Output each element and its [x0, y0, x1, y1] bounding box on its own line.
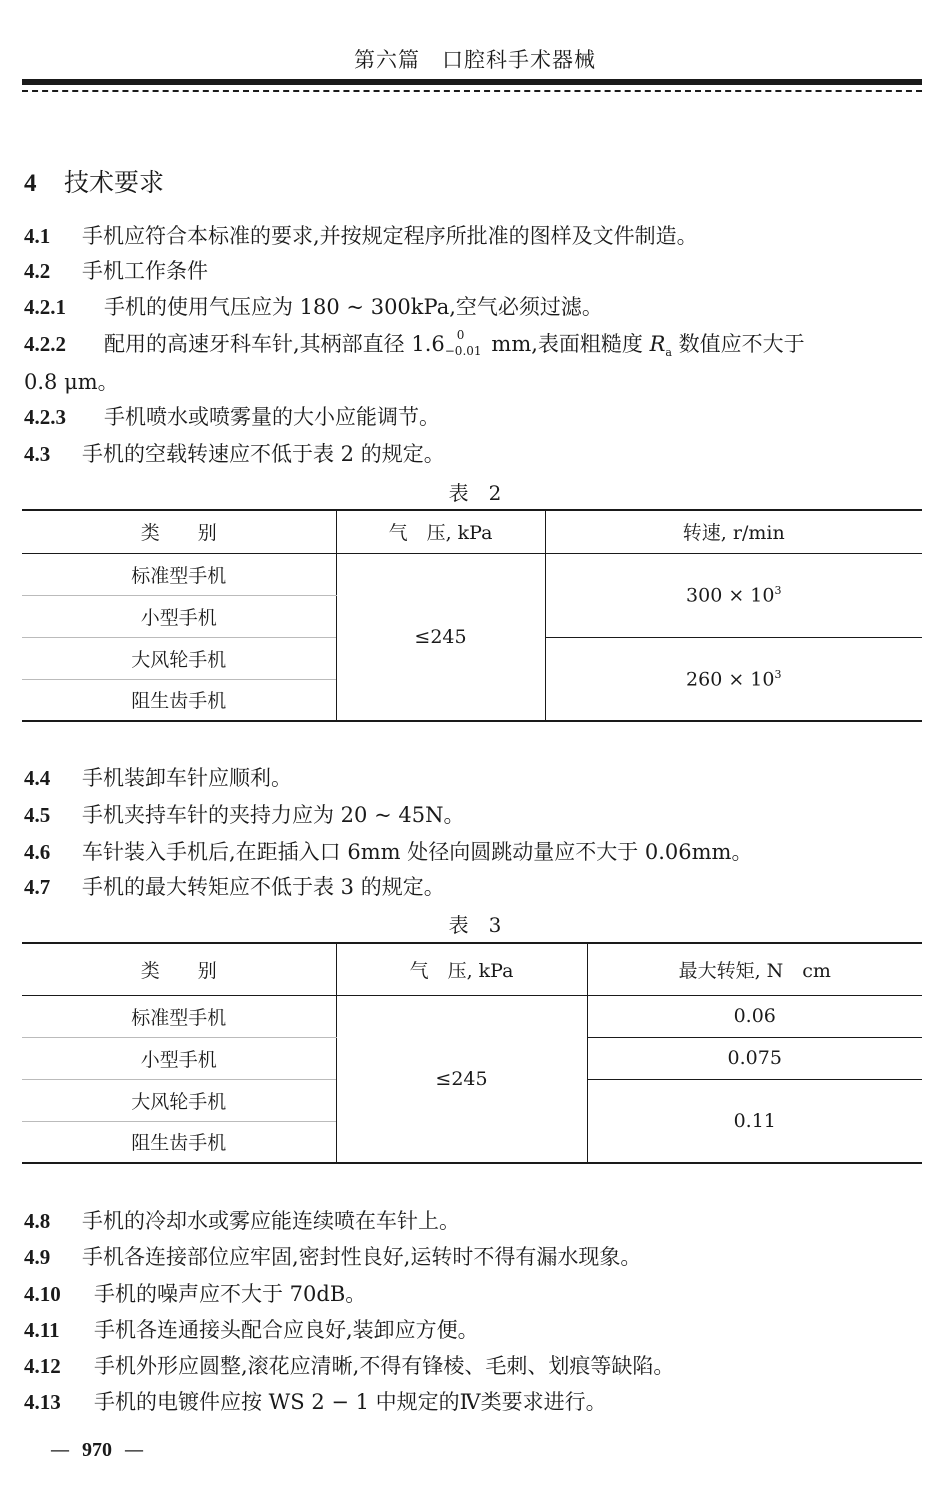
clause-text: 手机各连接部位应牢固,密封性良好,运转时不得有漏水现象。	[82, 1245, 642, 1269]
tolerance-upper: 0	[456, 328, 465, 342]
clause-number: 4.5	[24, 803, 51, 827]
clause-422	[24, 330, 922, 367]
clause-text: 手机的使用气压应为 180 ~ 300kPa,空气必须过滤。	[104, 295, 603, 319]
footer-dash-right: —	[124, 1437, 144, 1461]
clause	[24, 873, 922, 901]
clause-number: 4.1	[24, 224, 51, 248]
header-rule-thin	[22, 90, 922, 92]
clause-text: mm,表面粗糙度	[484, 332, 650, 356]
table-cell-type: 大风轮手机	[22, 637, 336, 679]
table-cell-type: 大风轮手机	[22, 1079, 336, 1121]
clause-text: 手机各连通接头配合应良好,装卸应方便。	[94, 1318, 479, 1342]
clause-text: 手机的电镀件应按 WS 2 − 1 中规定的Ⅳ类要求进行。	[94, 1390, 607, 1414]
table3-header-pressure: 气 压, kPa	[336, 943, 587, 995]
clause-text: 手机喷水或喷雾量的大小应能调节。	[104, 405, 440, 429]
section-title: 技术要求	[64, 168, 165, 197]
table-cell-pressure: ≤245	[336, 553, 545, 721]
clause-text: 手机的最大转矩应不低于表 3 的规定。	[82, 875, 445, 899]
table-cell-type: 标准型手机	[22, 553, 336, 595]
clause	[24, 293, 922, 321]
running-header: 第六篇 口腔科手术器械	[354, 48, 596, 72]
table-cell-type: 阻生齿手机	[131, 690, 227, 713]
clause-number: 4.12	[24, 1354, 61, 1378]
clause-text: 配用的高速牙科车针,其柄部直径 1.6	[104, 332, 445, 356]
clause-text: 数值应不大于	[671, 332, 805, 356]
clause	[24, 1388, 922, 1416]
table-cell-torque: 0.06	[587, 995, 922, 1037]
clause	[24, 1243, 922, 1271]
clause-number: 4.2.3	[24, 405, 66, 429]
clause	[24, 1280, 922, 1308]
table-cell-torque: 0.075	[587, 1037, 922, 1079]
table3-header-type: 类 别	[22, 943, 336, 995]
clause-continuation: 0.8 μm。	[24, 370, 119, 394]
clause-number: 4.2.1	[24, 295, 66, 319]
table-cell-type: 小型手机	[22, 595, 336, 637]
tolerance-lower: −0.01	[444, 344, 482, 358]
clause-text: 手机的空载转速应不低于表 2 的规定。	[82, 442, 445, 466]
table-cell-torque: 0.11	[587, 1079, 922, 1163]
footer-dash-left: —	[50, 1437, 70, 1461]
clause	[24, 838, 922, 866]
clause-text: 手机的噪声应不大于 70dB。	[94, 1282, 367, 1306]
clause	[24, 764, 922, 792]
clause-number: 4.13	[24, 1390, 61, 1414]
table-cell-speed: $300 \times 10^3$	[545, 553, 922, 637]
clause-text: 手机装卸车针应顺利。	[82, 766, 292, 790]
clause-text: 手机应符合本标准的要求,并按规定程序所批准的图样及文件制造。	[82, 224, 698, 248]
clause-number: 4.6	[24, 840, 51, 864]
table3	[22, 942, 922, 1164]
clause-text: 手机工作条件	[82, 259, 208, 283]
clause	[24, 1352, 922, 1380]
clause-number: 4.10	[24, 1282, 61, 1306]
table-cell-type: 标准型手机	[22, 995, 336, 1037]
clause-number: 4.8	[24, 1209, 51, 1233]
diameter-tolerance	[444, 328, 485, 358]
clause	[24, 1316, 922, 1344]
table2	[22, 509, 922, 722]
table-cell-type: 小型手机	[22, 1037, 336, 1079]
section-number: 4	[24, 170, 37, 197]
table-cell-speed: $260 \times 10^3$	[545, 637, 922, 721]
table2-caption: 表 2	[448, 481, 502, 505]
clause	[24, 403, 922, 431]
clause-number: 4.3	[24, 442, 51, 466]
clause-text: 手机夹持车针的夹持力应为 20 ~ 45N。	[82, 803, 465, 827]
page-footer	[50, 1437, 144, 1462]
clause	[24, 801, 922, 829]
table-cell-pressure: ≤245	[336, 995, 587, 1163]
clause-text: 车针装入手机后,在距插入口 6mm 处径向圆跳动量应不大于 0.06mm。	[82, 840, 753, 864]
clause-text: 手机外形应圆整,滚花应清晰,不得有锋棱、毛刺、划痕等缺陷。	[94, 1354, 675, 1378]
clause-number: 4.7	[24, 875, 51, 899]
table2-header-pressure: 气 压, kPa	[336, 510, 545, 553]
table2-header-type: 类 别	[22, 510, 336, 553]
table3-caption: 表 3	[448, 913, 502, 937]
section-heading	[24, 163, 164, 199]
table3-header-torque: 最大转矩, N cm	[587, 943, 922, 995]
clause	[24, 257, 922, 285]
clause	[24, 440, 922, 468]
clause	[24, 1207, 922, 1235]
table2-header-speed: 转速, r/min	[545, 510, 922, 553]
page-number: 970	[82, 1439, 112, 1461]
clause-text: 手机的冷却水或雾应能连续喷在车针上。	[82, 1209, 460, 1233]
clause-number: 4.2	[24, 259, 51, 283]
table-cell-type: 阻生齿手机	[131, 1132, 227, 1155]
clause-number: 4.9	[24, 1245, 51, 1269]
clause-number: 4.4	[24, 766, 51, 790]
clause-number: 4.2.2	[24, 332, 66, 356]
clause-number: 4.11	[24, 1318, 60, 1342]
roughness-symbol: $R_a$	[649, 332, 672, 360]
header-rule-thick	[22, 79, 922, 85]
clause	[24, 222, 922, 250]
